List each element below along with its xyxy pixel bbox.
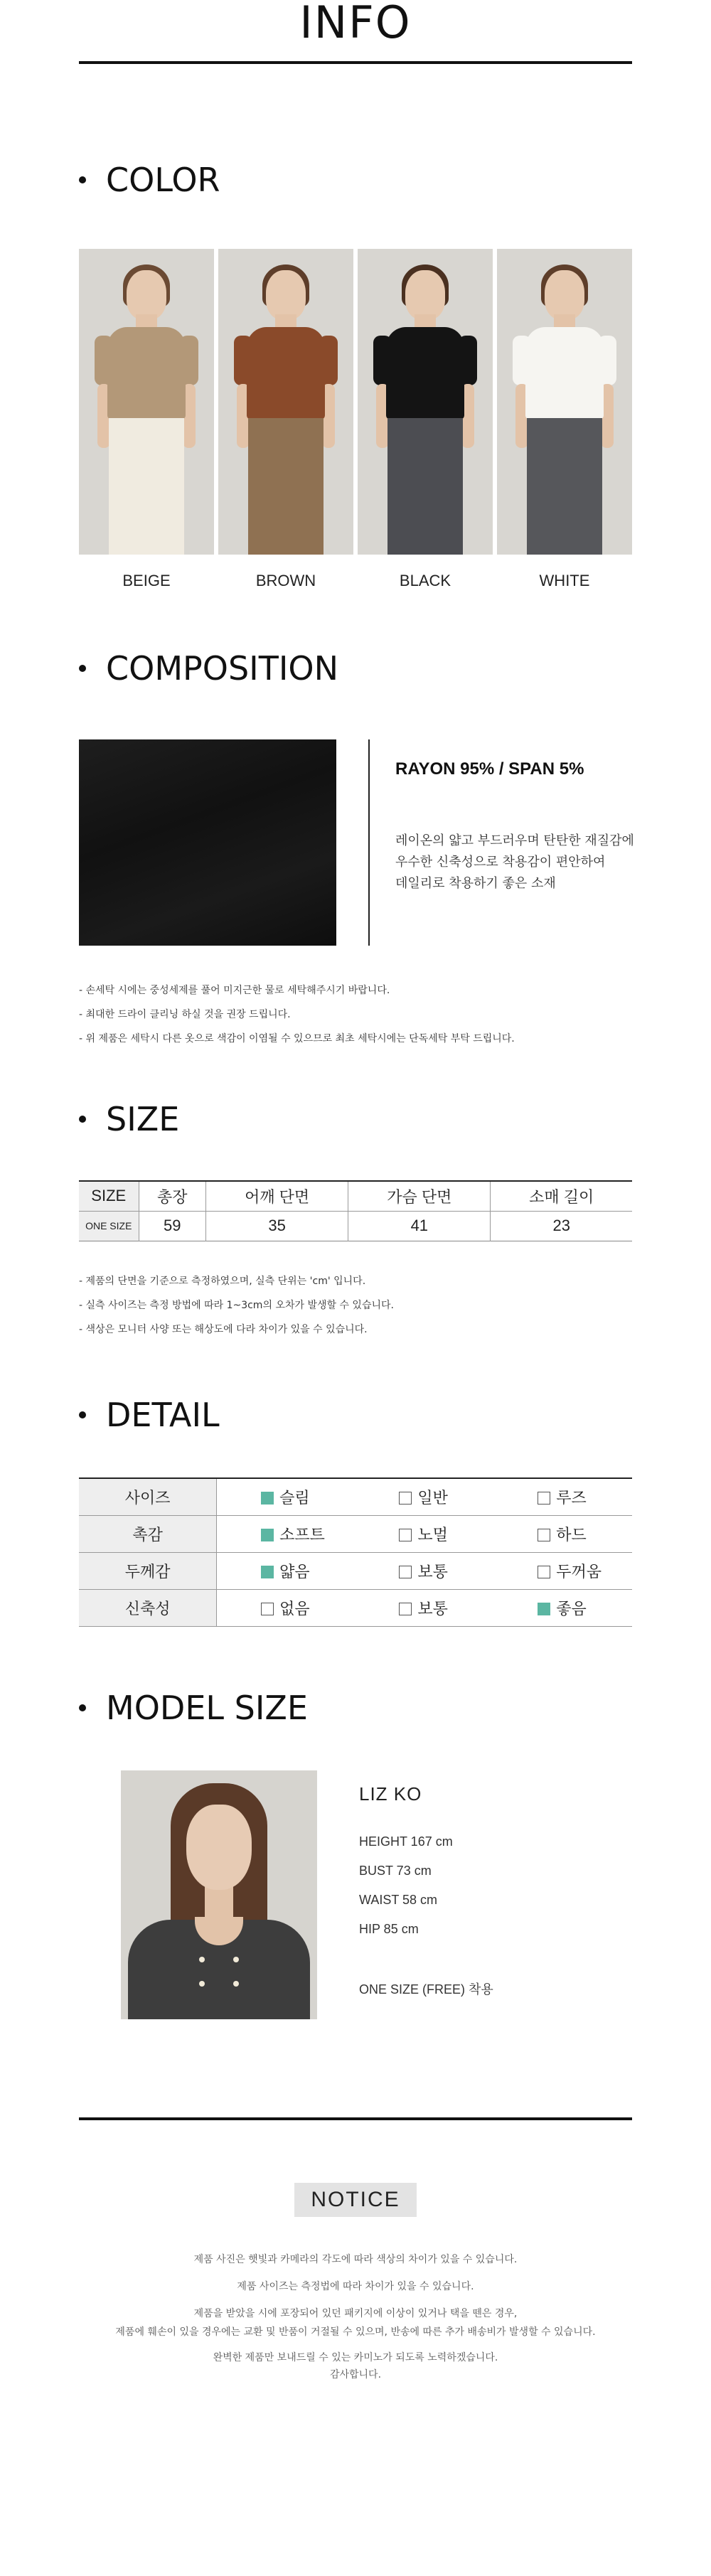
- notice-line: 제품 사진은 햇빛과 카메라의 각도에 따라 색상의 차이가 있을 수 있습니다.: [193, 2254, 518, 2265]
- model-fit-size: ONE SIZE (FREE) 착용: [359, 1982, 493, 1997]
- detail-option: 루즈: [493, 1478, 632, 1515]
- checkbox-icon: [399, 1603, 412, 1615]
- detail-option: 슬림: [217, 1478, 356, 1515]
- notice-line: 제품 사이즈는 측정법에 따라 차이가 있을 수 있습니다.: [237, 2281, 474, 2292]
- color-label: WHITE: [539, 572, 590, 589]
- bullet-icon: [79, 1411, 86, 1418]
- checkbox-icon: [538, 1492, 550, 1505]
- color-item[interactable]: [218, 249, 353, 590]
- detail-option: 소프트: [217, 1515, 356, 1552]
- notice-title: NOTICE: [294, 2183, 417, 2217]
- checkbox-icon: [538, 1566, 550, 1578]
- fabric-composition: RAYON 95% / SPAN 5%: [395, 759, 584, 779]
- checkbox-icon: [538, 1529, 550, 1541]
- size-cell: ONE SIZE: [79, 1211, 139, 1241]
- color-item[interactable]: [79, 249, 214, 590]
- size-cell: 59: [139, 1211, 206, 1241]
- fabric-swatch-image: [79, 739, 336, 946]
- table-row: [79, 1478, 632, 1515]
- column-header: SIZE: [79, 1181, 139, 1211]
- column-header: 총장: [139, 1181, 206, 1211]
- detail-option: 하드: [493, 1515, 632, 1552]
- divider: [368, 739, 370, 946]
- detail-option: 보통: [355, 1552, 493, 1589]
- size-cell: 41: [348, 1211, 491, 1241]
- size-note: - 색상은 모니터 사양 또는 해상도에 다라 차이가 있을 수 있습니다.: [79, 1324, 368, 1335]
- table-header-row: [79, 1181, 632, 1211]
- model-height: HEIGHT 167 cm: [359, 1834, 453, 1849]
- product-photo: [79, 249, 214, 555]
- care-note: - 손세탁 시에는 중성세제를 풀어 미지근한 물로 세탁해주시기 바랍니다.: [79, 985, 390, 996]
- section-heading-color: COLOR: [79, 160, 220, 200]
- column-header: 가슴 단면: [348, 1181, 491, 1211]
- size-note: - 제품의 단면을 기준으로 측정하였으며, 실측 단위는 'cm' 입니다.: [79, 1276, 366, 1287]
- column-header: 어깨 단면: [206, 1181, 348, 1211]
- size-cell: 23: [491, 1211, 632, 1241]
- color-label: BLACK: [399, 572, 451, 589]
- checkbox-icon: [261, 1603, 274, 1615]
- section-heading-size: SIZE: [79, 1099, 179, 1139]
- model-waist: WAIST 58 cm: [359, 1893, 438, 1907]
- care-note: - 최대한 드라이 클리닝 하실 것을 권장 드립니다.: [79, 1009, 291, 1020]
- color-item[interactable]: [358, 249, 493, 590]
- notice-line: 완벽한 제품만 보내드릴 수 있는 카미노가 되도록 노력하겠습니다.: [213, 2352, 498, 2363]
- model-hip: HIP 85 cm: [359, 1922, 419, 1936]
- size-note: - 실측 사이즈는 측정 방법에 따라 1~3cm의 오차가 발생할 수 있습니다.: [79, 1300, 394, 1311]
- detail-label: 사이즈: [79, 1478, 217, 1515]
- detail-option: 좋음: [493, 1589, 632, 1626]
- model-bust: BUST 73 cm: [359, 1864, 432, 1878]
- notice-line: 감사합니다.: [329, 2369, 382, 2380]
- product-photo: [497, 249, 632, 555]
- column-header: 소매 길이: [491, 1181, 632, 1211]
- page-title: INFO: [299, 0, 412, 48]
- color-gallery: [79, 249, 632, 590]
- section-heading-detail: DETAIL: [79, 1395, 220, 1435]
- model-name: LIZ KO: [359, 1783, 422, 1805]
- checkbox-icon: [399, 1492, 412, 1505]
- detail-label: 두께감: [79, 1552, 217, 1589]
- notice-line: 제품을 받았을 시에 포장되어 있던 패키지에 이상이 있거나 택을 뗀은 경우,: [193, 2308, 518, 2319]
- detail-table: [79, 1477, 632, 1627]
- table-row: [79, 1552, 632, 1589]
- bullet-icon: [79, 1704, 86, 1711]
- detail-label: 촉감: [79, 1515, 217, 1552]
- bullet-icon: [79, 176, 86, 183]
- section-heading-model-size: MODEL SIZE: [79, 1688, 308, 1728]
- checkbox-icon: [538, 1603, 550, 1615]
- detail-option: 일반: [355, 1478, 493, 1515]
- color-label: BROWN: [255, 572, 316, 589]
- detail-option: 노멀: [355, 1515, 493, 1552]
- product-photo: [358, 249, 493, 555]
- color-item[interactable]: [497, 249, 632, 590]
- divider: [79, 61, 632, 64]
- detail-option: 보통: [355, 1589, 493, 1626]
- detail-option: 얇음: [217, 1552, 356, 1589]
- section-heading-composition: COMPOSITION: [79, 648, 338, 688]
- fabric-description: 레이온의 얇고 부드러우며 탄탄한 재질감에 우수한 신축성으로 착용감이 편안하여 데일리로 착용하기 좋은 소재: [395, 833, 634, 891]
- checkbox-icon: [261, 1566, 274, 1578]
- table-row: [79, 1515, 632, 1552]
- model-photo: [121, 1770, 317, 2019]
- detail-option: 두꺼움: [493, 1552, 632, 1589]
- bullet-icon: [79, 1116, 86, 1123]
- detail-label: 신축성: [79, 1589, 217, 1626]
- divider: [79, 2117, 632, 2120]
- color-label: BEIGE: [122, 572, 171, 589]
- checkbox-icon: [261, 1529, 274, 1541]
- product-photo: [218, 249, 353, 555]
- detail-option: 없음: [217, 1589, 356, 1626]
- notice-line: 제품에 훼손이 있을 경우에는 교환 및 반품이 거절될 수 있으며, 반송에 따른 추가 배송비가 발생할 수 있습니다.: [115, 2326, 596, 2338]
- checkbox-icon: [399, 1529, 412, 1541]
- table-row: [79, 1589, 632, 1626]
- size-table: [79, 1180, 632, 1241]
- care-note: - 위 제품은 세탁시 다른 옷으로 색감이 이염될 수 있으므로 최초 세탁시에는 단독세탁 부탁 드립니다.: [79, 1033, 515, 1044]
- checkbox-icon: [261, 1492, 274, 1505]
- table-row: [79, 1211, 632, 1241]
- checkbox-icon: [399, 1566, 412, 1578]
- size-cell: 35: [206, 1211, 348, 1241]
- bullet-icon: [79, 665, 86, 672]
